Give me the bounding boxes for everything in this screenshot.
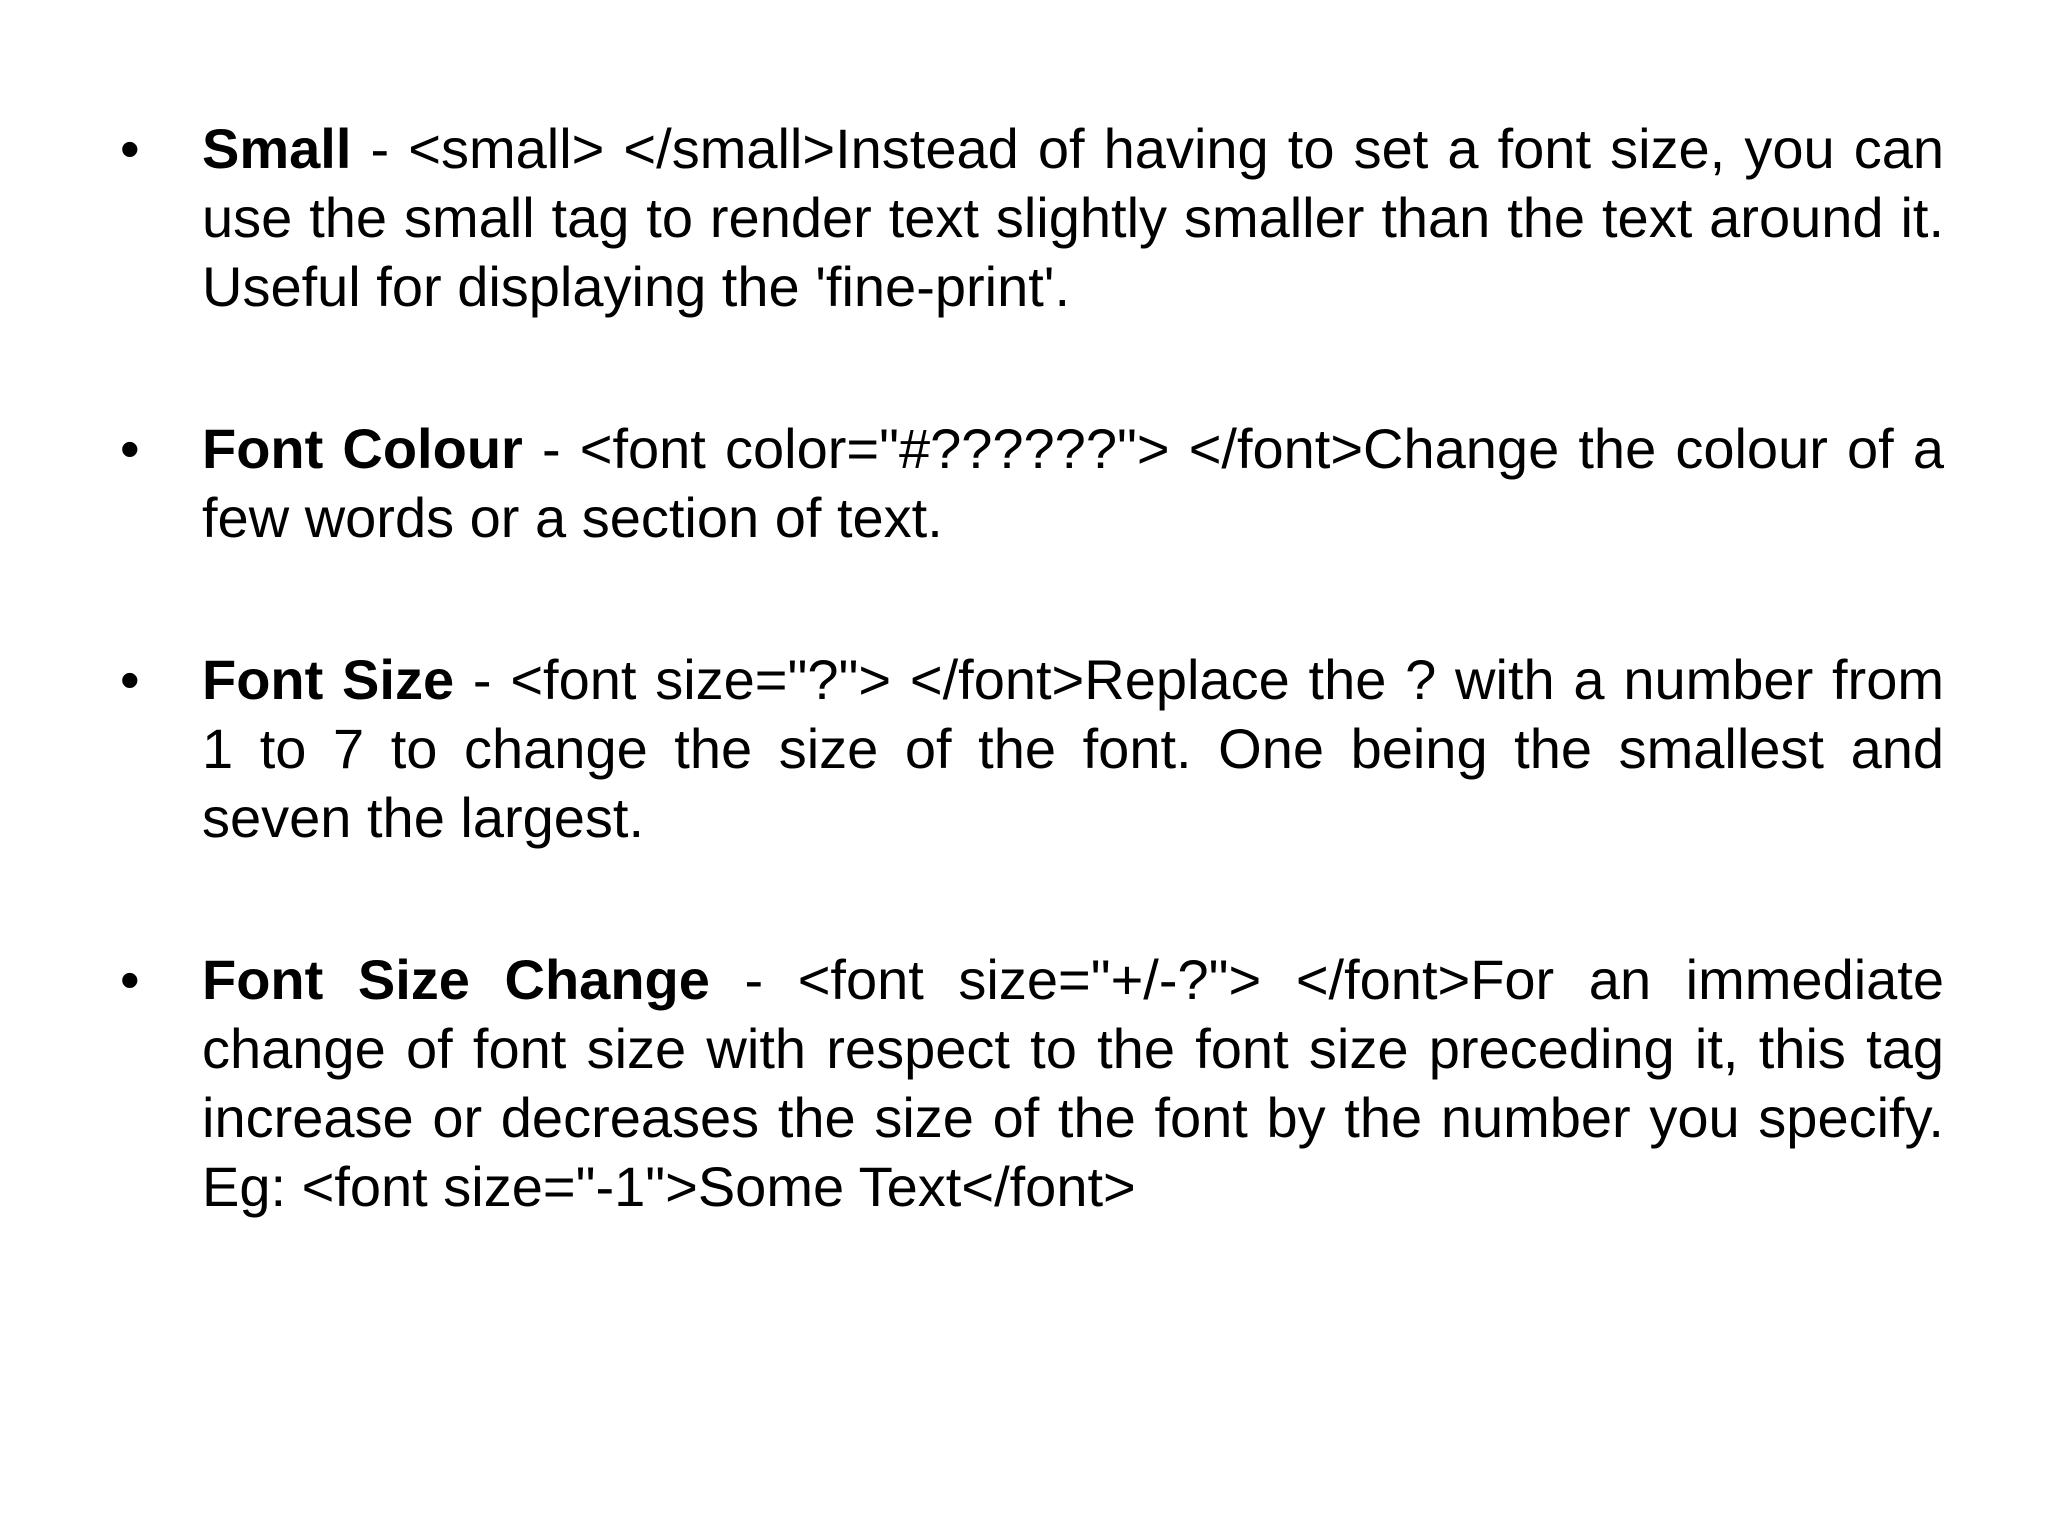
bullet-icon: •: [120, 417, 140, 480]
bullet-icon: •: [120, 648, 140, 711]
description-font-colour: <font color="#??????"> </font>Change the colour of a few words or a section of text.: [202, 417, 1944, 549]
bullet-icon: •: [120, 948, 140, 1011]
term-font-size-change: Font Size Change: [202, 948, 710, 1011]
term-font-colour: Font Colour: [202, 417, 523, 480]
list-item-small: [120, 114, 1944, 321]
bullet-icon: •: [120, 117, 140, 180]
description-small: <small> </small>Instead of having to set a font size, you can use the small tag to render text slightly smaller than the text around it. Useful for displaying the 'fine-print'.: [202, 117, 1945, 318]
list-item-font-size-change: [120, 945, 1944, 1221]
list-item-font-size: [120, 645, 1944, 852]
description-font-size: <font size="?"> </font>Replace the ? with a number from 1 to 7 to change the size of the font. One being the smallest and seven the largest.: [202, 648, 1945, 849]
term-font-size: Font Size: [202, 648, 455, 711]
term-separator: -: [351, 117, 409, 180]
description-font-size-change: <font size="+/-?"> </font>For an immediate change of font size with respect to the font size preceding it, this tag increase or decreases the size of the font by the number you specify. Eg: <font size="-1">Some Text</font>: [202, 948, 1944, 1218]
term-small: Small: [202, 117, 352, 180]
term-separator: -: [454, 648, 511, 711]
bullet-list: [120, 114, 1944, 1221]
list-item-font-colour: [120, 414, 1944, 552]
term-separator: -: [522, 417, 580, 480]
term-separator: -: [709, 948, 798, 1011]
